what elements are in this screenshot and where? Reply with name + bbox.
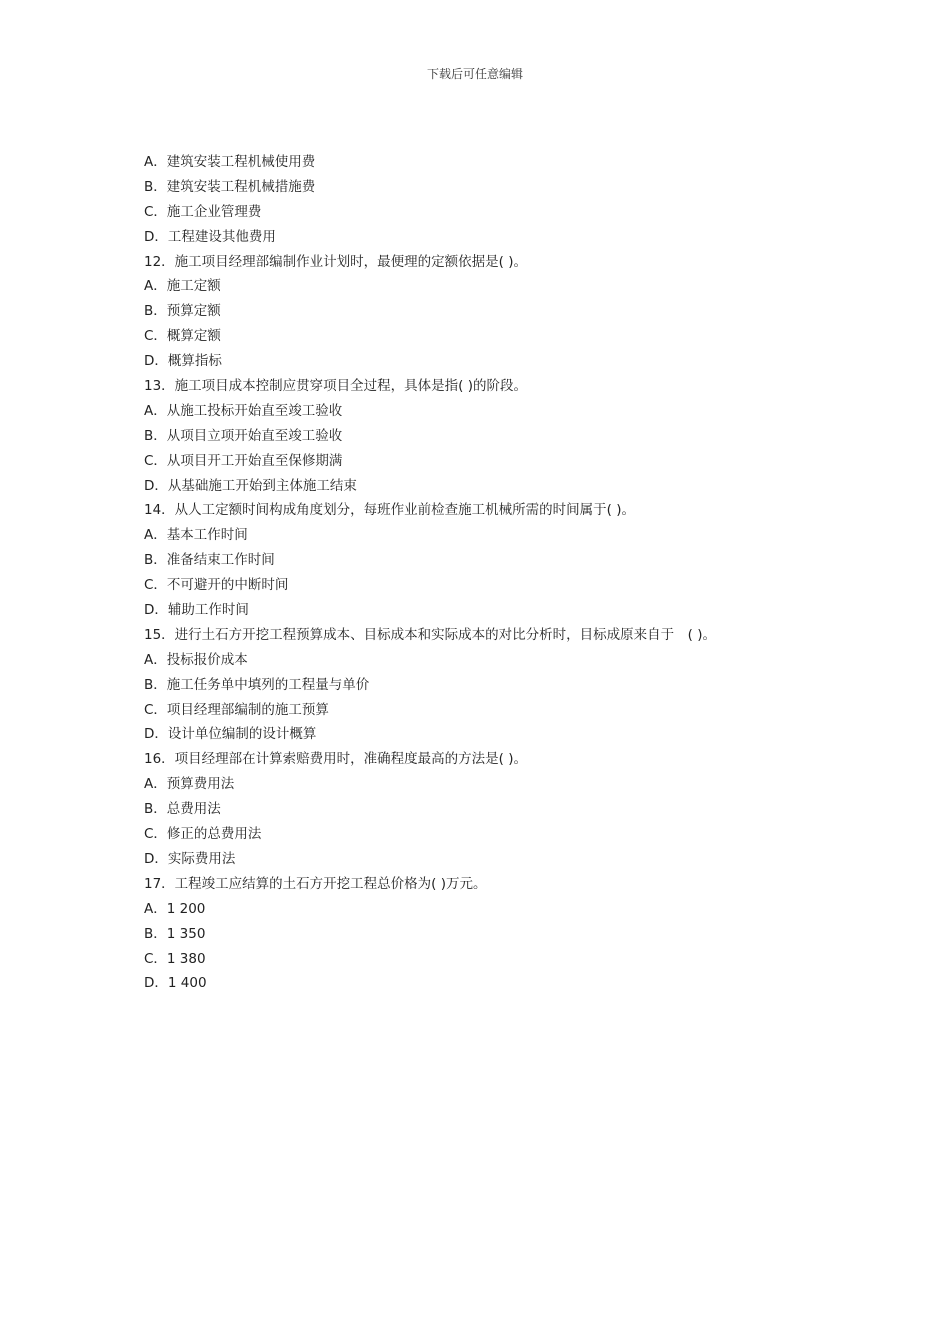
- option-line: B．预算定额: [144, 303, 221, 320]
- option-line: A．投标报价成本: [144, 651, 248, 668]
- question-13: 13．施工项目成本控制应贯穿项目全过程，具体是指( )的阶段。: [144, 378, 528, 395]
- option-line: A．从施工投标开始直至竣工验收: [144, 402, 343, 419]
- option-line: D．辅助工作时间: [144, 602, 249, 619]
- option-line: A．预算费用法: [144, 776, 235, 793]
- option-line: D．概算指标: [144, 353, 222, 370]
- option-line: B．总费用法: [144, 801, 221, 818]
- option-line: B．施工任务单中填列的工程量与单价: [144, 676, 370, 693]
- option-line: A．施工定额: [144, 278, 221, 295]
- option-line: C．不可避开的中断时间: [144, 577, 289, 594]
- option-line: B．准备结束工作时间: [144, 552, 275, 569]
- option-line: A．1 200: [144, 900, 206, 917]
- option-line: D．工程建设其他费用: [144, 228, 276, 245]
- option-line: D．从基础施工开始到主体施工结束: [144, 477, 357, 494]
- option-line: B．建筑安装工程机械措施费: [144, 178, 316, 195]
- option-line: C．修正的总费用法: [144, 826, 262, 843]
- option-line: C．项目经理部编制的施工预算: [144, 701, 329, 718]
- option-line: A．建筑安装工程机械使用费: [144, 154, 316, 170]
- option-line: C．施工企业管理费: [144, 203, 262, 220]
- option-line: C．概算定额: [144, 328, 221, 345]
- option-line: B．从项目立项开始直至竣工验收: [144, 427, 343, 444]
- option-line: D．实际费用法: [144, 850, 236, 867]
- question-12: 12．施工项目经理部编制作业计划时，最便理的定额依据是( )。: [144, 253, 528, 270]
- question-17: 17．工程竣工应结算的土石方开挖工程总价格为( )万元。: [144, 875, 487, 892]
- option-line: D．设计单位编制的设计概算: [144, 726, 317, 743]
- question-16: 16．项目经理部在计算索赔费用时，准确程度最高的方法是( )。: [144, 751, 528, 768]
- page-header: 下载后可任意编辑: [426, 67, 523, 81]
- document-body: [144, 150, 844, 996]
- option-line: C．1 380: [144, 950, 206, 967]
- option-line: A．基本工作时间: [144, 527, 248, 544]
- question-15: 15．进行土石方开挖工程预算成本、目标成本和实际成本的对比分析时，目标成原来自于 ( )。: [144, 626, 717, 643]
- option-line: C．从项目开工开始直至保修期满: [144, 452, 343, 469]
- option-line: B．1 350: [144, 925, 206, 942]
- option-line: D．1 400: [144, 975, 207, 992]
- question-14: 14．从人工定额时间构成角度划分，每班作业前检查施工机械所需的时间属于( )。: [144, 502, 636, 519]
